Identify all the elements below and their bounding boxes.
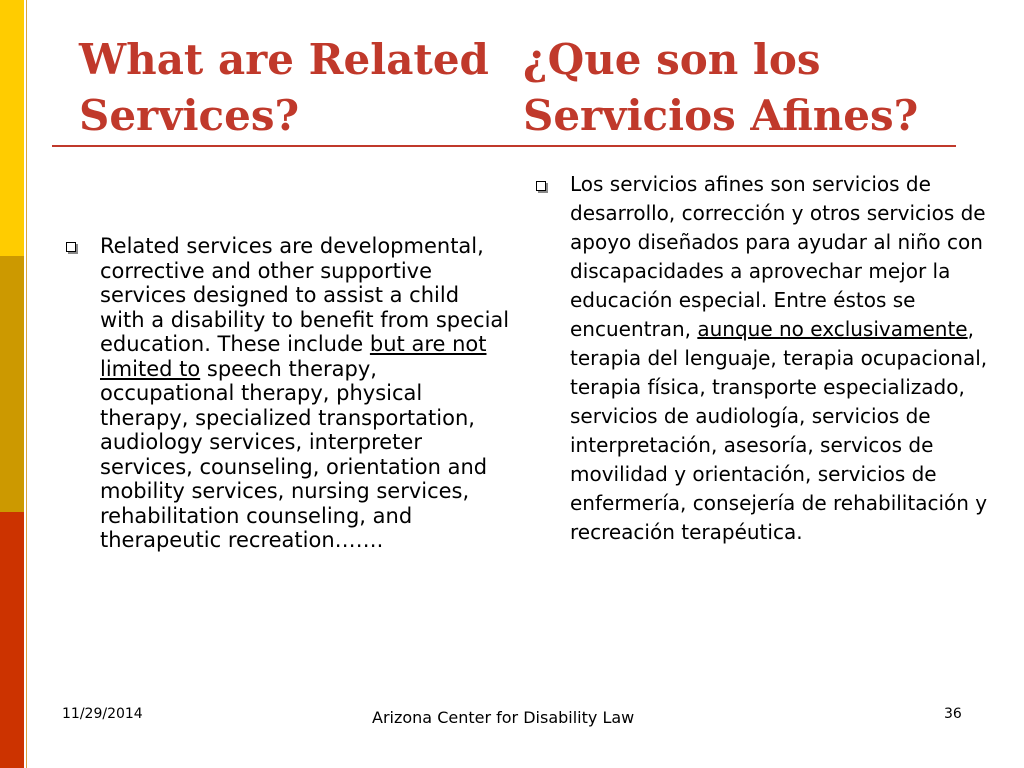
footer-page-number: 36 (944, 706, 962, 722)
footer-date: 11/29/2014 (62, 706, 143, 722)
spanish-text-start: Los servicios afines son servicios de desarrollo, corrección y otros servicios de apoyo diseñados para ayudar al niño con discapacidades a aprovechar mejor la educación especial. Entre éstos se encuentran, (570, 172, 986, 341)
square-bullet-icon (536, 181, 546, 191)
accent-bar-yellow (0, 0, 24, 256)
footer-organization: Arizona Center for Disability Law (372, 708, 635, 727)
spanish-text-end: , terapia del lenguaje, terapia ocupacional, terapia física, transporte especializado, servicios de audiología, servicios de interpretación, asesoría, servicos de movilidad y orientación, servicios de enfermería, consejería de rehabilitación y recreación terapéutica. (570, 317, 988, 544)
english-bullet-list (100, 234, 510, 553)
english-text-underlined: but are not limited to (100, 332, 487, 381)
spanish-bullet-item (570, 170, 990, 547)
title-english-line1: What are Related (79, 35, 489, 84)
title-spanish-line2: Servicios Afines? (523, 91, 919, 140)
title-english-line2: Services? (79, 91, 300, 140)
english-text-start: Related services are developmental, corrective and other supportive services designed to assist a child with a disability to benefit from special education. These include (100, 234, 510, 356)
english-bullet-item (100, 234, 510, 553)
spanish-text-underlined: aunque no exclusivamente (697, 317, 968, 341)
accent-bar-gold (0, 256, 24, 512)
accent-divider-line (26, 0, 27, 768)
title-spanish-line1: ¿Que son los (523, 35, 821, 84)
title-english (79, 32, 489, 144)
title-underline-rule (52, 145, 956, 147)
spanish-bullet-list (570, 170, 990, 547)
title-spanish (523, 32, 918, 144)
square-bullet-icon (66, 242, 76, 252)
english-text-end: speech therapy, occupational therapy, physical therapy, specialized transportation, audiology services, interpreter services, counseling, orientation and mobility services, nursing services, rehabilitation counseling, and therapeutic recreation……. (100, 356, 488, 552)
accent-bar-red (0, 512, 24, 768)
